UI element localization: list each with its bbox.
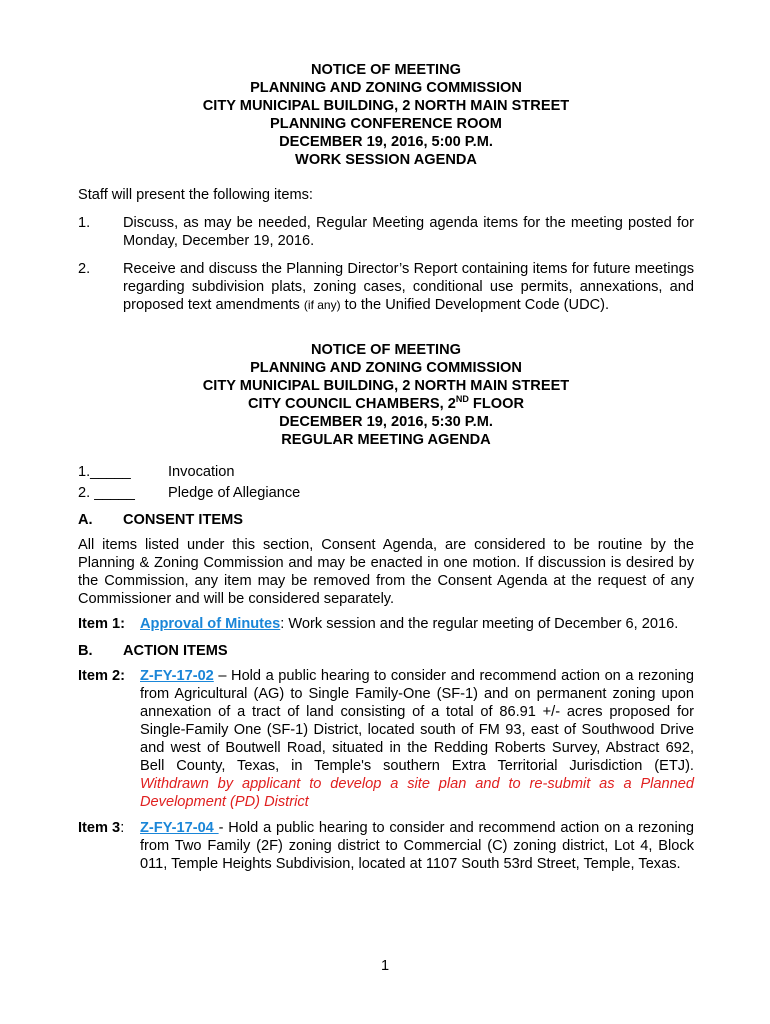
item-number: 1. bbox=[78, 215, 91, 231]
item-text: Discuss, as may be needed, Regular Meeting agenda items for the meeting posted for Monday, December 19, 2016. bbox=[123, 215, 694, 249]
item-body bbox=[140, 615, 694, 633]
header-line: CITY MUNICIPAL BUILDING, 2 NORTH MAIN STREET bbox=[202, 98, 570, 114]
item-label: Item 2: bbox=[78, 668, 126, 684]
item-label-text: Item 3 bbox=[78, 820, 121, 836]
header-line: PLANNING AND ZONING COMMISSION bbox=[250, 80, 522, 96]
chambers-text: FLOOR bbox=[468, 396, 524, 412]
section-title: CONSENT ITEMS bbox=[123, 512, 243, 528]
opening-number: 2. _____ bbox=[78, 485, 135, 501]
opening-label: Invocation bbox=[168, 464, 235, 480]
agenda-item-1 bbox=[78, 615, 694, 633]
item-text-part: to the Unified Development Code (UDC). bbox=[340, 297, 610, 313]
header-line: DECEMBER 19, 2016, 5:00 P.M. bbox=[279, 134, 493, 150]
opening-label: Pledge of Allegiance bbox=[168, 485, 301, 501]
header-line-chambers bbox=[78, 395, 694, 413]
item-text bbox=[123, 260, 694, 314]
agenda-page bbox=[78, 60, 694, 873]
z-fy-17-02-link[interactable]: Z-FY-17-02 bbox=[140, 668, 214, 684]
item-body bbox=[140, 667, 694, 811]
approval-of-minutes-link[interactable]: Approval of Minutes bbox=[140, 616, 281, 632]
item-text: - Hold a public hearing to consider and recommend action on a rezoning from Two Family (2F) zoning district to Commercial (C) zoning district, Lot 4, Block 011, Temple Heights Subdivision, located at 1107 South 53rd Street, Temple, Texas. bbox=[140, 820, 695, 872]
agenda-item-3 bbox=[78, 819, 694, 873]
header-line: CITY MUNICIPAL BUILDING, 2 NORTH MAIN STREET bbox=[202, 378, 570, 394]
item-text-part: Receive and discuss the Planning Director’s Report containing items for future meetings regarding subdivision plats, zoning cases, conditional use permits, annexations, and proposed text amendments bbox=[123, 261, 694, 313]
withdrawn-note: Withdrawn by applicant to develop a site plan and to re-submit as a Planned Development (PD) District bbox=[140, 776, 694, 810]
opening-items bbox=[78, 462, 694, 504]
regular-meeting-header bbox=[78, 341, 694, 449]
item-body bbox=[140, 819, 694, 873]
work-session-header bbox=[78, 61, 694, 169]
header-line: PLANNING CONFERENCE ROOM bbox=[270, 116, 502, 132]
chambers-superscript: ND bbox=[455, 394, 469, 404]
section-title: ACTION ITEMS bbox=[123, 643, 228, 659]
item-text-small: (if any) bbox=[303, 298, 341, 312]
header-line: NOTICE OF MEETING bbox=[311, 62, 461, 78]
item-label-colon: : bbox=[120, 820, 125, 836]
action-section-heading bbox=[78, 641, 694, 661]
consent-section-heading bbox=[78, 510, 694, 530]
header-line: WORK SESSION AGENDA bbox=[295, 152, 477, 168]
opening-item bbox=[78, 483, 694, 504]
item-label bbox=[78, 819, 140, 873]
page-number: 1 bbox=[380, 958, 390, 974]
section-letter: B. bbox=[78, 643, 93, 659]
work-session-intro: Staff will present the following items: bbox=[78, 187, 313, 203]
section-letter: A. bbox=[78, 512, 93, 528]
header-line: NOTICE OF MEETING bbox=[311, 342, 461, 358]
agenda-item-2 bbox=[78, 667, 694, 811]
header-line: REGULAR MEETING AGENDA bbox=[281, 432, 491, 448]
item-label: Item 1: bbox=[78, 616, 126, 632]
item-text: – Hold a public hearing to consider and recommend action on a rezoning from Agricultural (AG) to Single Family-One (SF-1) and on permanent zoning upon annexation of a tract of land consisting of a total of 86.91 +/- acres proposed for Single-Family One (SF-1) District, located south of FM 93, east of Southwood Drive and west of Boutwell Road, situated in the Redding Roberts Survey, Abstract 692, Bell County, Texas, in Temple's southern Extra Territorial Jurisdiction (ETJ). bbox=[140, 668, 694, 774]
header-line: PLANNING AND ZONING COMMISSION bbox=[250, 360, 522, 376]
opening-item bbox=[78, 462, 694, 483]
chambers-text: CITY COUNCIL CHAMBERS, 2 bbox=[248, 396, 456, 412]
consent-description: All items listed under this section, Consent Agenda, are considered to be routine by the Planning & Zoning Commission and may be enacted in one motion. If discussion is desired by the Commission, any item may be removed from the Consent Agenda at the request of any Commissioner and will be considered separately. bbox=[78, 537, 694, 607]
work-session-item bbox=[78, 260, 694, 314]
opening-number: 1._____ bbox=[78, 464, 131, 480]
work-session-item bbox=[78, 214, 694, 250]
item-text: : Work session and the regular meeting of December 6, 2016. bbox=[280, 616, 679, 632]
z-fy-17-04-link[interactable]: Z-FY-17-04 bbox=[140, 820, 219, 836]
item-number: 2. bbox=[78, 261, 91, 277]
header-line: DECEMBER 19, 2016, 5:30 P.M. bbox=[279, 414, 493, 430]
